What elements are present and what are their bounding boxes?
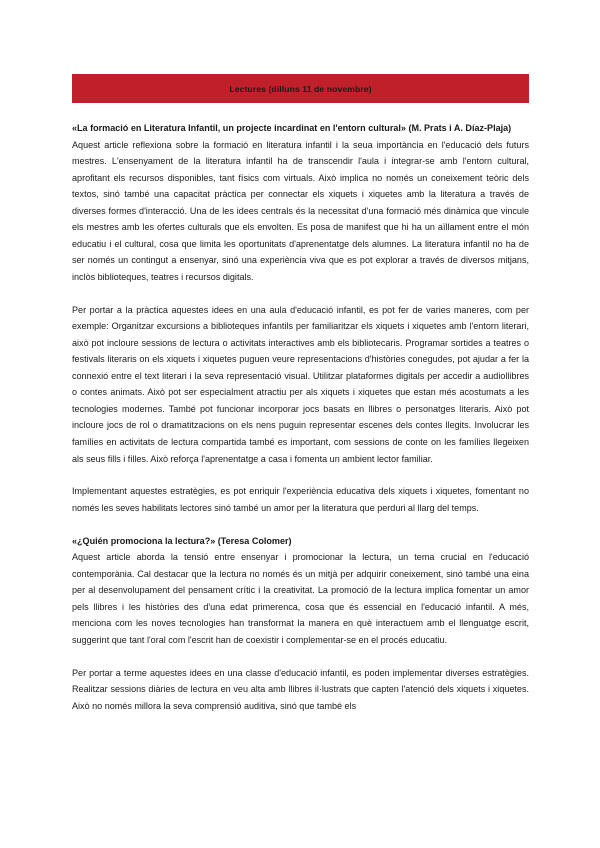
article2-summary: Aquest article aborda la tensió entre ensenyar i promocionar la lectura, un tema crucial en l'educació contemporània. Cal destacar que la lectura no només és un mitjà per adquirir coneixement, sinó també una eina per al desenvolupament del pensament crític i la creativitat. La promoció de la lectura implica fomentar un amor pels llibres i les històries des d'una edat primerenca, cosa que és essencial en l'educació infantil. A més, menciona com les noves tecnologies han transformat la manera en què interactuem amb el llenguatge escrit, suggerint que tant l'oral com l'escrit han de coexistir i complementar-se en el procés educatiu. — [72, 552, 529, 645]
header-title: Lectures (dilluns 11 de novembre) — [229, 83, 372, 94]
article1-title: «La formació en Literatura Infantil, un projecte incardinat en l'entorn cultural» (M. Prats i A. Díaz-Plaja) — [72, 123, 512, 133]
paragraph-gap — [72, 648, 529, 664]
paragraph-gap — [72, 467, 529, 483]
article1-conclusion: Implementant aquestes estratègies, es pot enriquir l'experiència educativa dels xiquets i xiquetes, fomentant no només les seves habilitats lectores sinó també un amor per la literatura que perduri al llarg del temps. — [72, 486, 529, 513]
paragraph-gap — [72, 516, 529, 532]
article1-practice: Per portar a la pràctica aquestes idees en una aula d'educació infantil, es pot fer de varies maneres, com per exemple: Organitzar excursions a biblioteques infantils per familiaritzar els xiquets i xiquetes amb l'entorn literari, això pot incloure sessions de lectura o activitats interactives amb els bibliotecaris. Programar sortides a teatres o festivals literaris on els xiquets i xiquetes puguen veure representacions d'històries conegudes, pot ajudar a fer la connexió entre el text literari i la seva representació visual. Utilitzar plataformes digitals per accedir a audiollibres o contes animats. Això pot ser especialment atractiu per als xiquets i xiquetes que estan més acostumats a les tecnologies modernes. També pot funcionar incorporar jocs basats en llibres o personatges literaris. Això pot incloure jocs de rol o dramatitzacions on els nens puguin representar escenes dels contes llegits. Involucrar les famílies en activitats de lectura compartida també es important, com sessions de conte on les famílies llegeixen als seus fills i filles. Això reforça l'aprenentatge a casa i fomenta un ambient lector familiar. — [72, 304, 529, 464]
article2-practice: Per portar a terme aquestes idees en una classe d'educació infantil, es poden implementar diverses estratègies. Realitzar sessions diàries de lectura en veu alta amb llibres il·lustrats que capten l'atenció dels xiquets i xiquetes. Això no només millora la seva comprensió auditiva, sinó que també els — [72, 667, 529, 711]
article1-summary: Aquest article reflexiona sobre la formació en literatura infantil i la seua importància en l'educació dels futurs mestres. L'ensenyament de la literatura infantil ha de transcendir l'aula i integrar-se amb l'entorn cultural, aprofitant els recursos disponibles, tant físics com virtuals. Això implica no només un coneixement teòric dels textos, sinó també una capacitat pràctica per connectar els xiquets i xiquetes amb la literatura a través de diverses formes d'interacció. Una de les idees centrals és la necessitat d'una formació més dinàmica que vincule els mestres amb les ofertes culturals que els envolten. Es posa de manifest que hi ha un aïllament entre el món educatiu i el cultural, cosa que limita les oportunitats d'aprenentatge dels alumnes. La literatura infantil no ha de ser només un contingut a ensenyar, sinó una experiència viva que es pot explorar a través de diversos mitjans, inclòs biblioteques, teatres i recursos digitals. — [72, 139, 529, 282]
paragraph-gap — [72, 285, 529, 301]
document-body — [72, 120, 529, 714]
header-banner — [72, 74, 529, 103]
article2-title: «¿Quién promociona la lectura?» (Teresa Colomer) — [72, 535, 292, 546]
